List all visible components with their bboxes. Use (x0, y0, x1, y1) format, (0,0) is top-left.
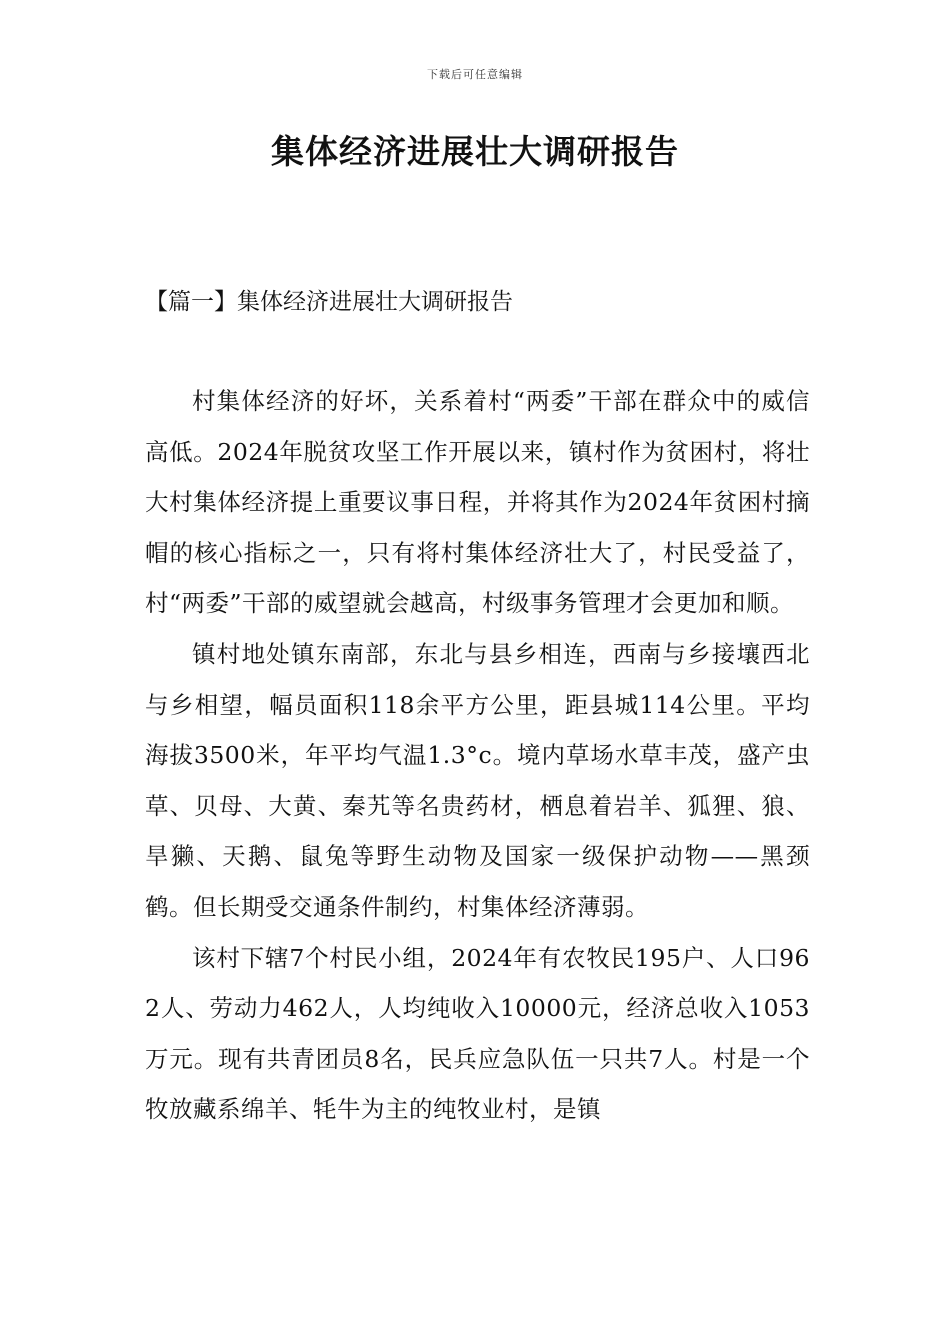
document-body (145, 376, 810, 1135)
header-note: 下载后可任意编辑 (427, 68, 523, 81)
paragraph: 村集体经济的好坏，关系着村“两委”干部在群众中的威信高低。2024年脱贫攻坚工作开展以来，镇村作为贫困村，将壮大村集体经济提上重要议事日程，并将其作为2024年贫困村摘帽的核心指标之一，只有将村集体经济壮大了，村民受益了，村“两委”干部的威望就会越高，村级事务管理才会更加和顺。 (145, 387, 810, 618)
paragraph: 该村下辖7个村民小组，2024年有农牧民195户、人口962人、劳动力462人，人均纯收入10000元，经济总收入1053万元。现有共青团员8名，民兵应急队伍一只共7人。村是一个牧放藏系绵羊、牦牛为主的纯牧业村，是镇 (145, 943, 810, 1124)
document-title: 集体经济进展壮大调研报告 (271, 132, 679, 171)
section-heading: 【篇一】集体经济进展壮大调研报告 (145, 289, 513, 315)
paragraph: 镇村地处镇东南部，东北与县乡相连，西南与乡接壤西北与乡相望，幅员面积118余平方公里，距县城114公里。平均海拔3500米，年平均气温1.3°c。境内草场水草丰茂，盛产虫草、贝母、大黄、秦艽等名贵药材，栖息着岩羊、狐狸、狼、旱獭、天鹅、鼠兔等野生动物及国家一级保护动物——黑颈鹤。但长期受交通条件制约，村集体经济薄弱。 (145, 639, 810, 921)
